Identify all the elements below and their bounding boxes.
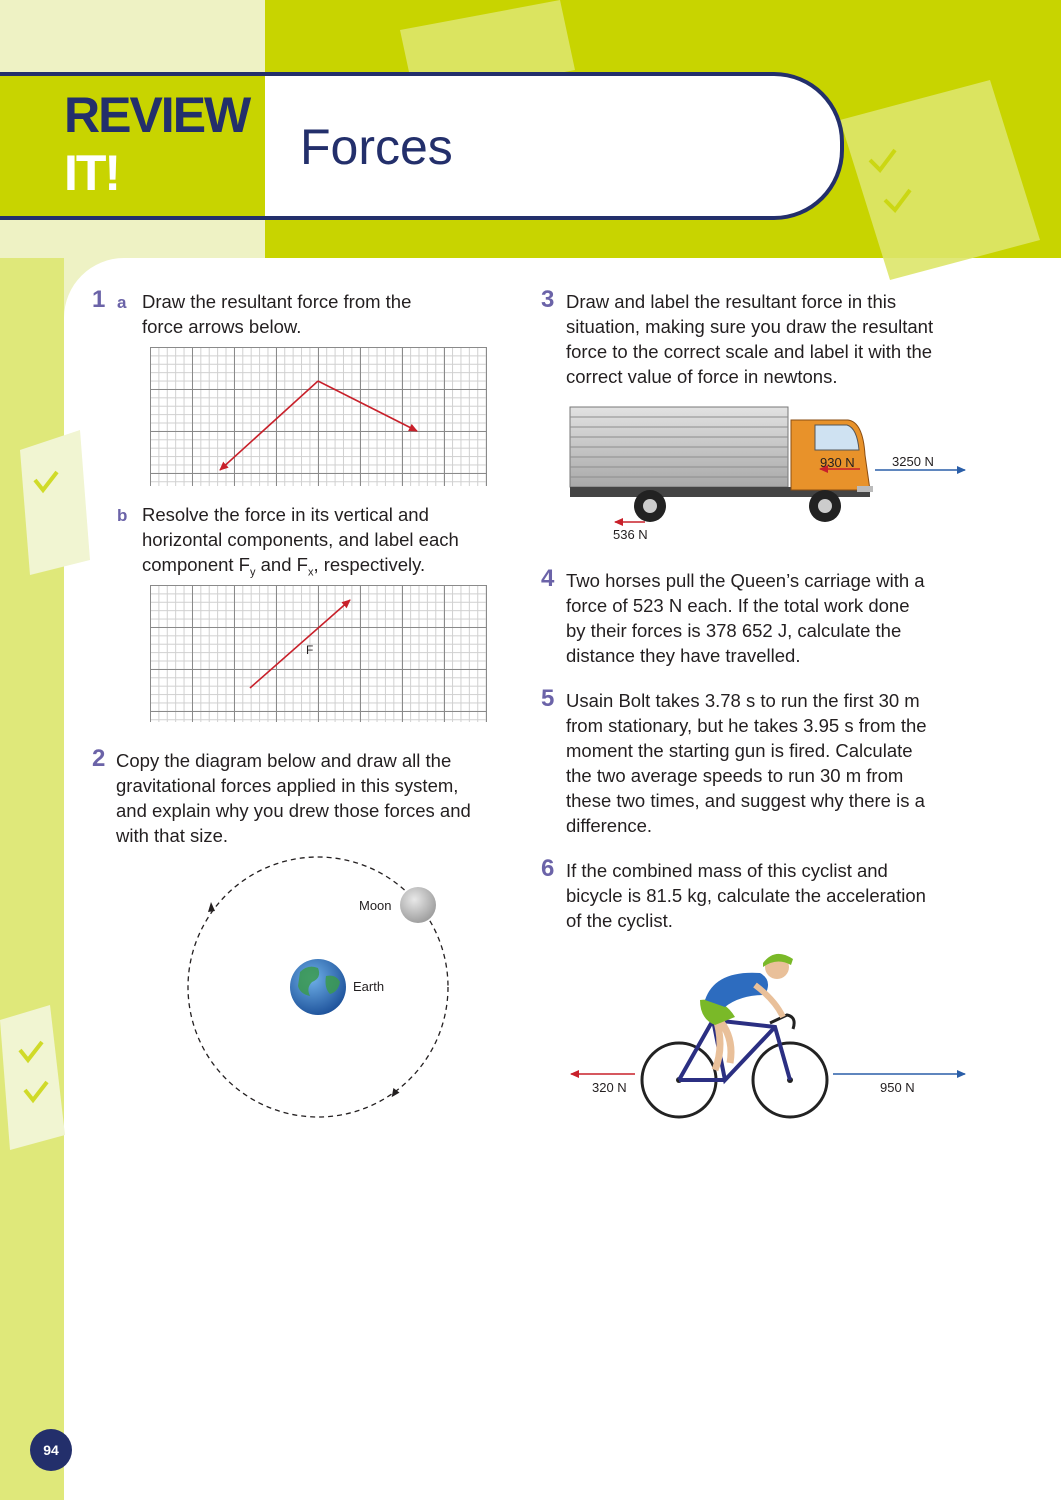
earth-label: Earth bbox=[353, 979, 385, 994]
truck-bumper bbox=[857, 486, 873, 492]
text-line: Usain Bolt takes 3.78 s to run the first 30 m bbox=[566, 690, 920, 711]
text-line: gravitational forces applied in this system, bbox=[116, 775, 459, 796]
question-6-text bbox=[566, 858, 926, 933]
text-line: distance they have travelled. bbox=[566, 645, 801, 666]
text-part: component F bbox=[142, 554, 250, 575]
text-line: the two average speeds to run 30 m from bbox=[566, 765, 904, 786]
text-line: Copy the diagram below and draw all the bbox=[116, 750, 452, 771]
question-1b-label: b bbox=[117, 506, 128, 525]
question-5-number: 5 bbox=[541, 685, 555, 712]
hubcap bbox=[818, 499, 832, 513]
force-F-label: F bbox=[306, 643, 314, 657]
question-1a-label: a bbox=[117, 293, 127, 312]
force-536-label: 536 N bbox=[613, 527, 648, 542]
text-line: force arrows below. bbox=[142, 316, 302, 337]
force-3250-label: 3250 N bbox=[892, 454, 934, 469]
text-line: correct value of force in newtons. bbox=[566, 366, 838, 387]
force-320-label: 320 N bbox=[592, 1080, 627, 1095]
text-line: by their forces is 378 652 J, calculate the bbox=[566, 620, 902, 641]
truck-window bbox=[815, 425, 859, 450]
moon-label: Moon bbox=[359, 898, 392, 913]
question-1b-text bbox=[142, 502, 459, 586]
text-line: Resolve the force in its vertical and bbox=[142, 504, 429, 525]
question-3-number: 3 bbox=[541, 286, 555, 313]
cyclist-arm bbox=[755, 985, 783, 1017]
subscript-y: y bbox=[249, 566, 256, 579]
force-arrows-1a bbox=[150, 347, 487, 486]
question-6-number: 6 bbox=[541, 855, 555, 882]
text-line: If the combined mass of this cyclist and bbox=[566, 860, 888, 881]
text-line: with that size. bbox=[116, 825, 229, 846]
question-2-number: 2 bbox=[92, 745, 106, 772]
text-line: these two times, and suggest why there is a bbox=[566, 790, 925, 811]
text-line: Two horses pull the Queen’s carriage with a bbox=[566, 570, 925, 591]
force-950-label: 950 N bbox=[880, 1080, 915, 1095]
text-line: force of 523 N each. If the total work done bbox=[566, 595, 910, 616]
force-930-label: 930 N bbox=[820, 455, 855, 470]
force-arrow-left bbox=[220, 381, 318, 470]
moon-orbit-diagram bbox=[180, 850, 460, 1120]
text-line: Draw the resultant force from the bbox=[142, 291, 412, 312]
page-number: 94 bbox=[43, 1442, 59, 1458]
text-line: Draw and label the resultant force in this bbox=[566, 291, 897, 312]
moon bbox=[400, 887, 436, 923]
text-line: moment the starting gun is fired. Calculate bbox=[566, 740, 913, 761]
text-part: , respectively. bbox=[313, 554, 426, 575]
question-1a-text bbox=[142, 289, 411, 339]
text-line: difference. bbox=[566, 815, 653, 836]
subscript-x: x bbox=[307, 566, 314, 579]
force-arrow-F bbox=[250, 600, 350, 688]
question-4-text bbox=[566, 568, 925, 668]
text-line: force to the correct scale and label it with the bbox=[566, 341, 933, 362]
force-arrow-1b bbox=[150, 585, 487, 722]
text-line: of the cyclist. bbox=[566, 910, 673, 931]
text-line: from stationary, but he takes 3.95 s from the bbox=[566, 715, 927, 736]
text-line bbox=[142, 552, 459, 586]
text-line: situation, making sure you draw the resultant bbox=[566, 316, 934, 337]
text-part: and F bbox=[255, 554, 308, 575]
page-title: Forces bbox=[300, 119, 453, 175]
question-1-number: 1 bbox=[92, 286, 106, 313]
text-line: bicycle is 81.5 kg, calculate the acceleration bbox=[566, 885, 926, 906]
question-5-text bbox=[566, 688, 927, 838]
cyclist-diagram bbox=[565, 945, 975, 1125]
header-navy-rule-bottom bbox=[0, 216, 265, 220]
question-3-text bbox=[566, 289, 933, 389]
review-badge-line2: IT! bbox=[64, 145, 120, 201]
review-badge-line1: REVIEW bbox=[64, 87, 250, 143]
hubcap bbox=[643, 499, 657, 513]
question-4-number: 4 bbox=[541, 565, 555, 592]
bicycle-frame bbox=[679, 1020, 790, 1080]
text-line: and explain why you drew those forces and bbox=[116, 800, 471, 821]
force-arrow-right bbox=[318, 381, 417, 431]
page-number-badge bbox=[30, 1429, 72, 1471]
text-line: horizontal components, and label each bbox=[142, 529, 459, 550]
orbit-arrow-top-left bbox=[208, 902, 215, 912]
question-2-text bbox=[116, 748, 471, 848]
